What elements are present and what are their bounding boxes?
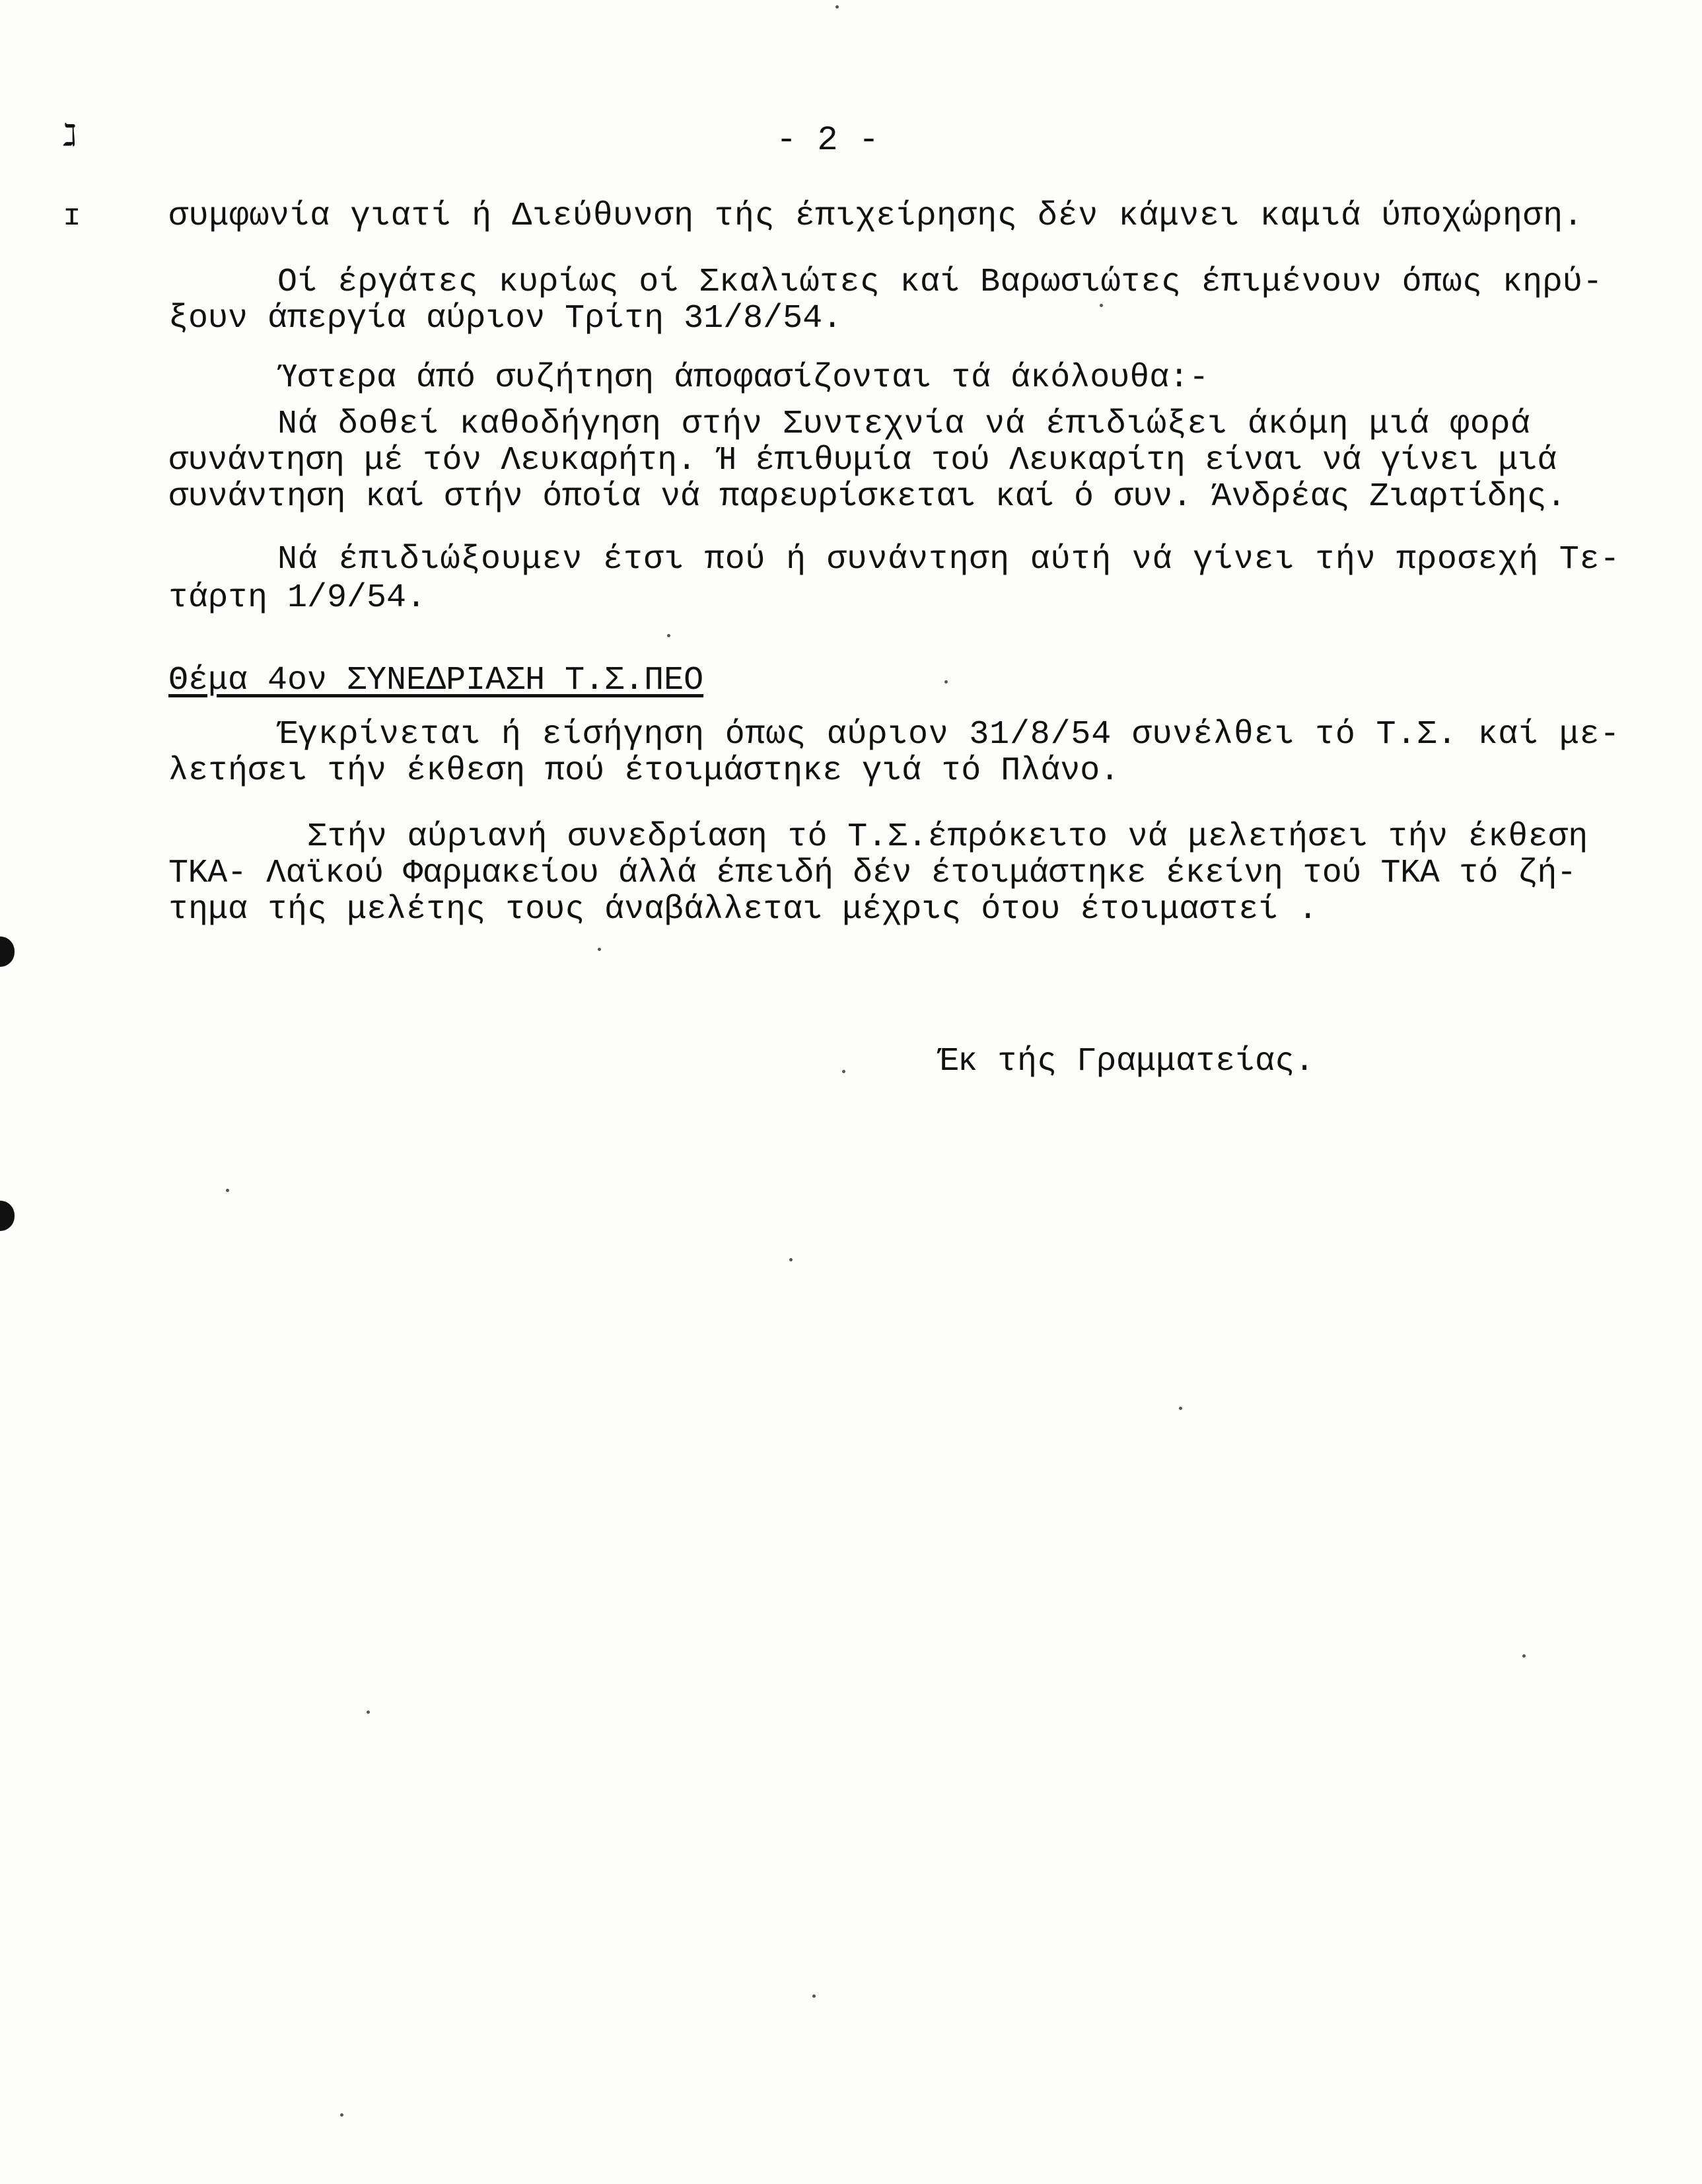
body-line: ξουν άπεργία αύριον Τρίτη 31/8/54. bbox=[168, 300, 843, 337]
scan-speck bbox=[1179, 1407, 1182, 1410]
body-line: Νά δοθεί καθοδήγηση στήν Συντεχνία νά έπιδιώξει άκόμη μιά φορά bbox=[277, 405, 1531, 443]
scan-speck bbox=[667, 634, 670, 637]
body-line: συνάντηση μέ τόν Λευκαρήτη. Ή έπιθυμία τού Λευκαρίτη είναι νά γίνει μιά bbox=[168, 442, 1557, 479]
body-line: συνάντηση καί στήν όποία νά παρευρίσκεται καί ό συν. Άνδρέας Ζιαρτίδης. bbox=[168, 478, 1567, 516]
scan-speck bbox=[340, 2113, 343, 2117]
body-line: συμφωνία γιατί ή Διεύθυνση τής έπιχείρησης δέν κάμνει καμιά ύποχώρηση. bbox=[168, 197, 1584, 235]
scan-speck bbox=[1522, 1654, 1526, 1658]
punch-hole-mark bbox=[0, 1201, 15, 1231]
page-number: - 2 - bbox=[776, 121, 880, 160]
scan-speck bbox=[944, 680, 948, 684]
punch-hole-mark bbox=[0, 936, 15, 967]
body-line: λετήσει τήν έκθεση πού έτοιμάστηκε γιά τό Πλάνο. bbox=[168, 752, 1120, 790]
scan-speck bbox=[812, 1994, 816, 1998]
body-line: Στήν αύριανή συνεδρίαση τό Τ.Σ.έπρόκειτο νά μελετήσει τήν έκθεση bbox=[307, 818, 1588, 856]
body-line: ΤΚΑ- Λαϊκού Φαρμακείου άλλά έπειδή δέν έτοιμάστηκε έκείνη τού ΤΚΑ τό ζή- bbox=[168, 855, 1577, 892]
scan-speck bbox=[835, 5, 839, 9]
margin-mark-second: ɪ bbox=[63, 199, 81, 234]
scan-speck bbox=[842, 1070, 845, 1073]
body-line: Νά έπιδιώξουμεν έτσι πού ή συνάντηση αύτή νά γίνει τήν προσεχή Τε- bbox=[277, 541, 1621, 579]
body-line: τημα τής μελέτης τους άναβάλλεται μέχρις ότου έτοιμαστεί . bbox=[168, 891, 1318, 929]
body-line: Έγκρίνεται ή είσήγηση όπως αύριον 31/8/54 συνέλθει τό Τ.Σ. καί με- bbox=[277, 716, 1621, 754]
scan-speck bbox=[1100, 304, 1103, 307]
margin-mark-top: ℷ bbox=[63, 120, 77, 155]
signature: Έκ τής Γραμματείας. bbox=[938, 1043, 1315, 1080]
body-line: τάρτη 1/9/54. bbox=[168, 579, 427, 617]
body-line: Ύστερα άπό συζήτηση άποφασίζονται τά άκόλουθα:- bbox=[277, 359, 1209, 397]
scan-speck bbox=[598, 948, 601, 951]
section-heading: Θέμα 4ον ΣΥΝΕΔΡΙΑΣΗ Τ.Σ.ΠΕΟ bbox=[168, 662, 704, 699]
scan-speck bbox=[226, 1189, 229, 1192]
scan-speck bbox=[789, 1258, 793, 1261]
scan-speck bbox=[367, 1710, 370, 1714]
body-line: Οί έργάτες κυρίως οί Σκαλιώτες καί Βαρωσιώτες έπιμένουν όπως κηρύ- bbox=[277, 264, 1603, 301]
